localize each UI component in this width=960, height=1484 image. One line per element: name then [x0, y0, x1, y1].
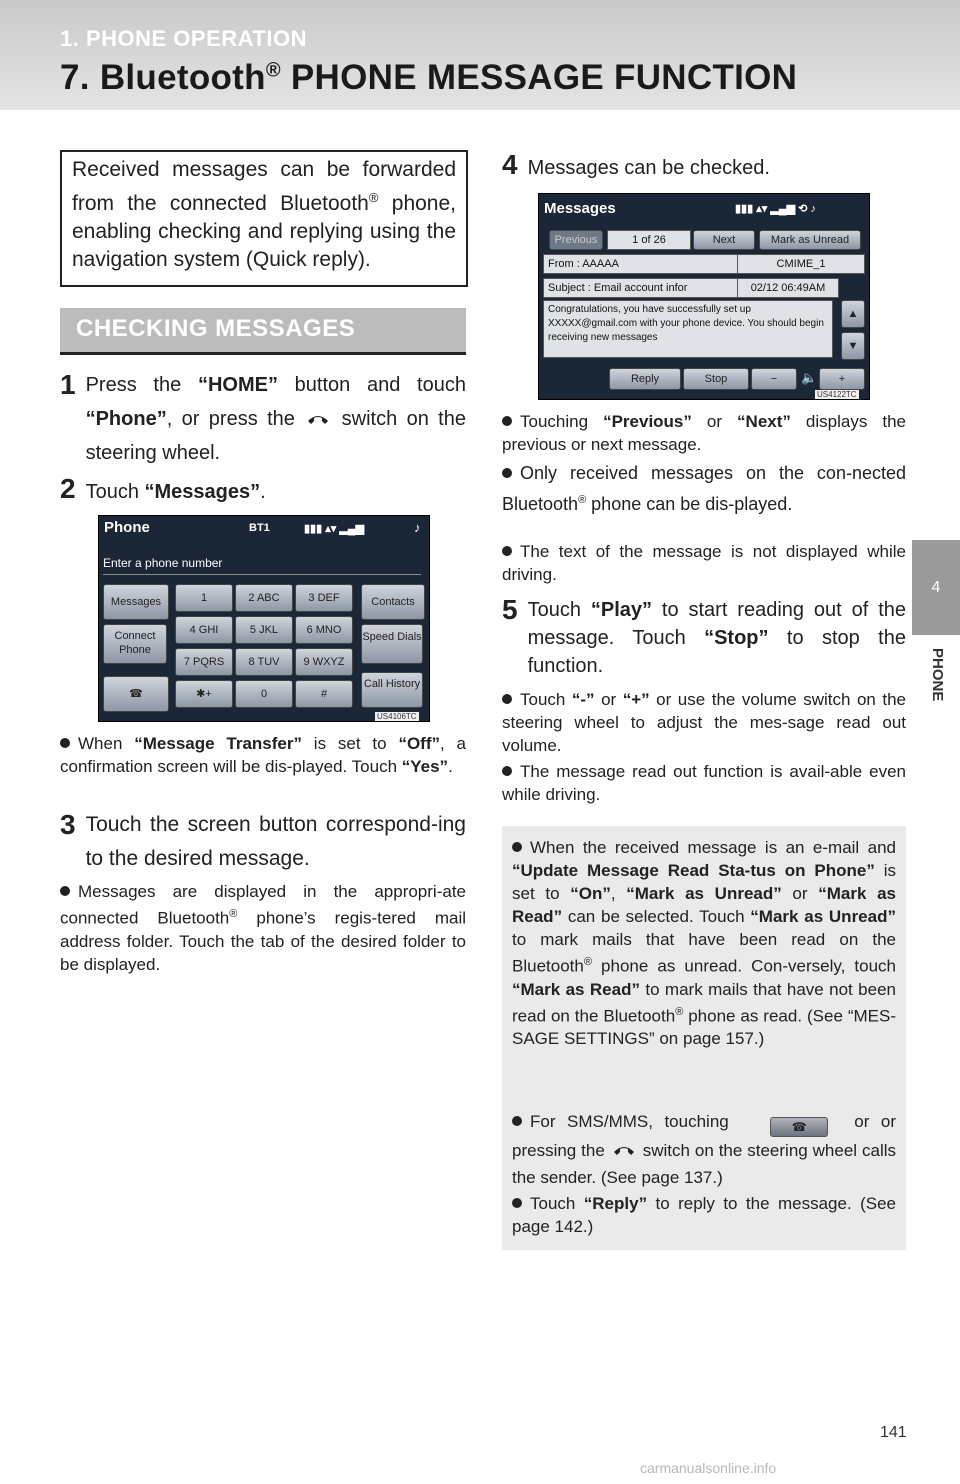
section-heading-text: CHECKING MESSAGES — [76, 315, 356, 342]
bullet-message-transfer — [60, 732, 466, 778]
volume-up-button[interactable]: + — [819, 368, 865, 390]
step-4 — [502, 148, 906, 185]
mark-as-unread-button[interactable]: Mark as Unread — [759, 230, 861, 250]
chapter-label: PHONE — [929, 648, 946, 702]
b1-text-c: , a confirmation screen will be dis-played. Touch — [60, 734, 466, 776]
subject-field[interactable]: Subject : Email account infor — [543, 278, 739, 298]
n1-text-a: When the received message is an e-mail and — [530, 838, 896, 857]
messages-button[interactable]: Messages — [103, 584, 169, 620]
note-reply — [512, 1192, 896, 1238]
section-label: 1. PHONE OPERATION — [60, 26, 307, 51]
intro-text-2: phone, enabling checking and replying using the navigation system (Quick reply). — [72, 192, 456, 271]
reply-ref: “Reply” — [583, 1194, 648, 1213]
page-title — [60, 58, 797, 98]
step-number: 5 — [502, 594, 518, 625]
step-number: 3 — [60, 809, 76, 840]
key-3[interactable]: 3 DEF — [295, 584, 353, 612]
b2-reg: ® — [229, 908, 238, 920]
step-5-text-b: to start reading out of the message. Touch — [527, 599, 906, 649]
speaker-icon: 🔈 — [801, 370, 818, 385]
on-ref: “On” — [570, 884, 611, 903]
note-box — [502, 826, 906, 1250]
step-1-text-a: Press the — [85, 374, 198, 396]
call-history-button[interactable]: Call History — [361, 672, 423, 708]
message-transfer-ref: “Message Transfer” — [134, 734, 302, 753]
n2-text-c: switch on the steering wheel calls the sender. (See page 137.) — [512, 1141, 897, 1187]
n1-text-g: phone as unread. Con-versely, touch — [591, 956, 896, 976]
phone-switch-icon — [610, 1139, 638, 1155]
bullet-dot — [512, 842, 522, 852]
b3-text-a: Touching — [520, 412, 604, 431]
speed-dials-button[interactable]: Speed Dials — [361, 624, 423, 664]
key-0[interactable]: 0 — [235, 680, 293, 708]
key-hash[interactable]: # — [295, 680, 353, 708]
mark-as-read-ref-2: “Mark as Read” — [512, 979, 640, 999]
contacts-button[interactable]: Contacts — [361, 584, 425, 620]
step-1 — [60, 368, 466, 470]
title-suffix: PHONE MESSAGE FUNCTION — [280, 58, 798, 97]
yes-ref: “Yes” — [401, 757, 449, 776]
n3-text-b: to reply to the message. (See page 142.) — [512, 1194, 896, 1236]
b2-text-b: phone’s regis-tered mail address folder. Touch the tab of the desired folder to be displayed. — [60, 908, 467, 974]
status-icons: ▮▮▮ ▴▾ ▂▄▆ ⟲ ♪ — [735, 203, 816, 215]
key-star[interactable]: ✱+ — [175, 680, 233, 708]
next-ref: “Next” — [737, 412, 791, 431]
from-field: From : AAAAA — [543, 254, 739, 274]
section-heading — [60, 308, 466, 355]
step-2 — [60, 472, 466, 509]
b6-text-a: Touch — [520, 690, 572, 709]
b4-text-b: phone can be dis-played. — [586, 494, 793, 514]
step-5-text-a: Touch — [527, 599, 591, 621]
bullet-dot — [502, 468, 512, 478]
step-5-text-c: to stop the function. — [527, 627, 906, 677]
step-5 — [502, 596, 906, 680]
bullet-dot — [512, 1198, 522, 1208]
b1-text-b: is set to — [301, 734, 399, 753]
mark-as-read-ref: “Mark as Read” — [512, 884, 896, 926]
image-code: US4122TC — [817, 390, 857, 399]
title-prefix: 7. Bluetooth — [60, 58, 266, 97]
bullet-dot — [502, 766, 512, 776]
step-3-text: Touch the screen button correspond-ing to the desired message. — [85, 813, 466, 870]
bullet-folders — [60, 880, 466, 976]
step-2-text-a: Touch — [85, 481, 145, 503]
b1-text-d: . — [448, 757, 453, 776]
date-field: 02/12 06:49AM — [737, 278, 839, 298]
messages-screen-title: Messages — [544, 200, 616, 217]
b6-text-b: or — [594, 690, 623, 709]
previous-ref: “Previous” — [603, 412, 692, 431]
update-read-status-ref: “Update Message Read Sta-tus on Phone” — [512, 861, 875, 880]
watermark: carmanualsonline.info — [640, 1460, 777, 1476]
n2-text-b: or pressing the — [512, 1112, 896, 1160]
call-button-image: ☎ — [770, 1117, 828, 1137]
step-1-text-b: button and touch — [277, 374, 466, 396]
note-sms-call: For SMS/MMS, touching ☎ or or pressing the switch on the steering wheel calls the sender. (See page 137.) — [512, 1112, 897, 1187]
note-mark-unread — [512, 836, 896, 1050]
messages-ref: “Messages” — [144, 481, 261, 503]
scroll-down-button[interactable]: ▼ — [841, 332, 865, 360]
bullet-not-while-driving — [502, 540, 906, 586]
phone-ref: “Phone” — [85, 408, 167, 430]
title-reg: ® — [265, 59, 281, 82]
step-number: 2 — [60, 473, 76, 504]
key-5[interactable]: 5 JKL — [235, 616, 293, 644]
connect-phone-button[interactable]: Connect Phone — [103, 624, 167, 664]
key-2[interactable]: 2 ABC — [235, 584, 293, 612]
music-icon: ♪ — [414, 520, 421, 535]
n1-reg: ® — [583, 956, 592, 968]
stop-ref: “Stop” — [704, 627, 769, 649]
minus-ref: “-” — [571, 690, 595, 709]
bullet-previous-next — [502, 410, 906, 456]
key-1[interactable]: 1 — [175, 584, 233, 612]
volume-down-button[interactable]: − — [751, 368, 797, 390]
b3-text-c: displays the previous or next message. — [502, 412, 906, 454]
account-field: CMIME_1 — [737, 254, 865, 274]
step-3 — [60, 808, 466, 876]
next-button[interactable]: Next — [693, 230, 755, 250]
key-9[interactable]: 9 WXYZ — [295, 648, 353, 676]
previous-button[interactable]: Previous — [549, 230, 603, 250]
phone-switch-icon — [304, 404, 332, 420]
step-number: 1 — [60, 369, 76, 400]
key-4[interactable]: 4 GHI — [175, 616, 233, 644]
bullet-only-received — [502, 460, 906, 518]
step-number: 4 — [502, 149, 518, 180]
stop-button[interactable]: Stop — [683, 368, 749, 390]
mark-as-unread-ref-2: “Mark as Unread” — [750, 907, 896, 926]
chapter-tab: 4 — [912, 540, 960, 635]
n2-text-a: For SMS/MMS, touching — [530, 1112, 729, 1131]
play-ref: “Play” — [590, 599, 653, 621]
b6-text-c: or use the volume switch on the steering wheel to adjust the mes-sage read out volume. — [502, 690, 907, 755]
reply-button[interactable]: Reply — [609, 368, 681, 390]
n1-text-f: to mark mails that have been read on the Bluetooth — [512, 930, 896, 976]
b2-text-a: Messages are displayed in the appropri-ate connected Bluetooth — [60, 882, 466, 928]
mark-as-unread-ref: “Mark as Unread” — [626, 884, 782, 903]
n1-text-h: to mark mails that have not been read on the Bluetooth — [512, 979, 896, 1026]
phone-screen-image — [98, 515, 430, 722]
bullet-dot — [60, 738, 70, 748]
messages-screen-image — [538, 193, 870, 400]
scroll-up-button[interactable]: ▲ — [841, 300, 865, 328]
b1-text-a: When — [78, 734, 135, 753]
step-2-text-b: . — [260, 481, 266, 503]
step-1-text-c: , or press the — [166, 408, 305, 430]
bullet-dot — [502, 694, 512, 704]
call-button[interactable]: ☎ — [103, 676, 169, 712]
intro-reg: ® — [368, 190, 379, 205]
off-ref: “Off” — [398, 734, 440, 753]
bullet-read-out-driving — [502, 760, 906, 806]
key-8[interactable]: 8 TUV — [235, 648, 293, 676]
b4-text-a: Only received messages on the con-nected Bluetooth — [502, 463, 906, 514]
phone-number-input[interactable]: Enter a phone number — [103, 552, 421, 575]
n1-text-e: can be selected. Touch — [562, 907, 751, 926]
n1-text-i: phone as read. (See “MES-SAGE SETTINGS” on page 157.) — [512, 1006, 896, 1049]
intro-text-1: Received messages can be forwarded from the connected Bluetooth — [72, 158, 456, 215]
page-indicator: 1 of 26 — [607, 230, 691, 250]
phone-screen-title: Phone — [104, 519, 150, 536]
step-4-text: Messages can be checked. — [527, 157, 770, 179]
b5-text: The text of the message is not displayed while driving. — [502, 542, 906, 584]
b7-text: The message read out function is avail-able even while driving. — [502, 762, 906, 804]
bullet-dot — [502, 546, 512, 556]
home-ref: “HOME” — [197, 374, 278, 396]
intro-box — [60, 150, 468, 287]
n1-text-b: is set to — [512, 861, 897, 903]
bullet-dot — [60, 886, 70, 896]
plus-ref: “+” — [622, 690, 650, 709]
page-number: 141 — [880, 1424, 907, 1441]
page-header — [0, 0, 960, 110]
b3-text-b: or — [691, 412, 738, 431]
n1-reg-2: ® — [675, 1005, 684, 1018]
bullet-volume — [502, 688, 906, 757]
bullet-dot — [512, 1116, 522, 1126]
bullet-dot — [502, 416, 512, 426]
n1-text-c: , — [610, 884, 627, 903]
n3-text-a: Touch — [530, 1194, 584, 1213]
key-7[interactable]: 7 PQRS — [175, 648, 233, 676]
n1-text-d: or — [781, 884, 819, 903]
signal-icon: ▮▮▮ ▴▾ ▂▄▆ — [304, 523, 365, 535]
image-code: US4106TC — [377, 712, 417, 721]
key-6[interactable]: 6 MNO — [295, 616, 353, 644]
b4-reg: ® — [578, 494, 587, 506]
message-body: Congratulations, you have successfully set up XXXXX@gmail.com with your phone device. You should begin receiving new messages — [543, 300, 833, 358]
bt-label: BT1 — [249, 522, 270, 534]
step-1-text-d: switch on the steering wheel. — [85, 408, 466, 464]
